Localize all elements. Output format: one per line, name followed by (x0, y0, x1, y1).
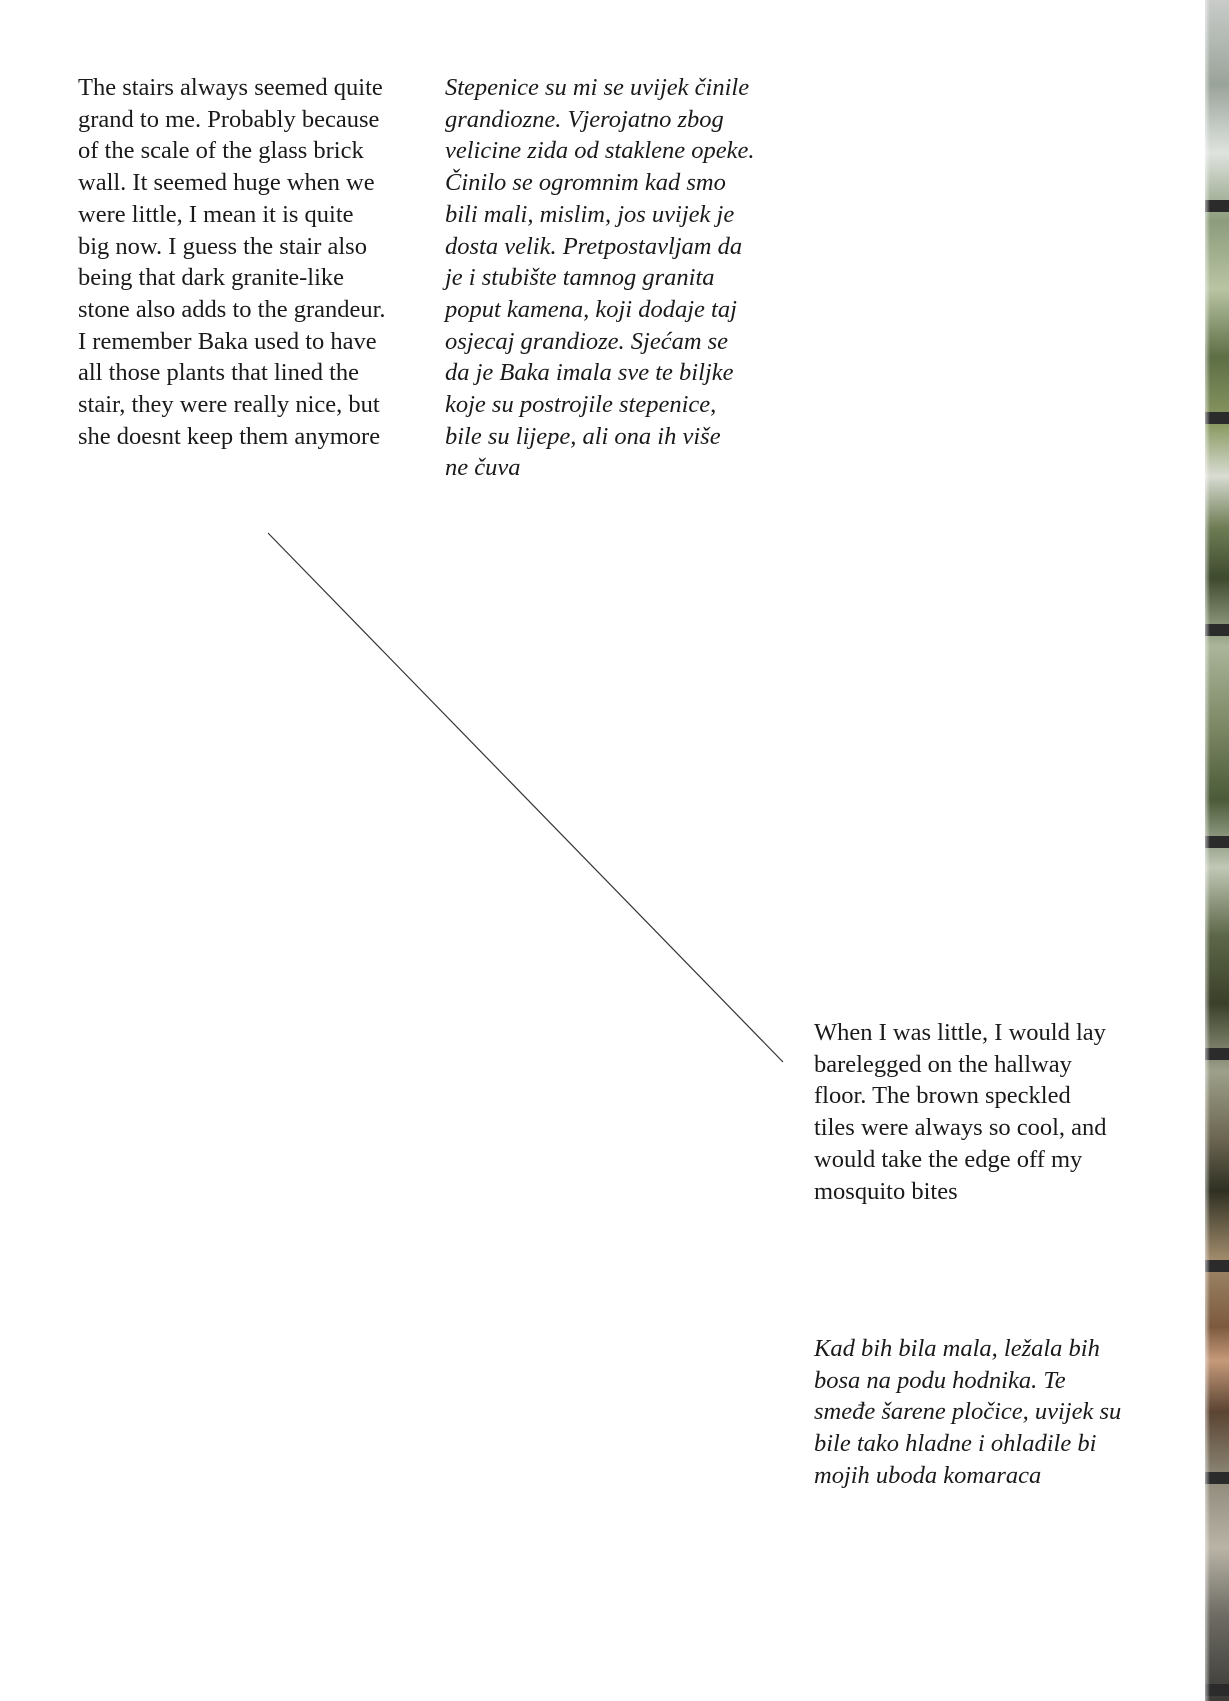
hallway-text-english: When I was little, I would lay barelegged on the hallway floor. The brown speckled tiles were always so cool, and would take the edge off my mosquito bites (814, 1019, 1107, 1205)
stairs-text-croatian: Stepenice su mi se uvijek činile grandiozne. Vjerojatno zbog velicine zida od staklene opeke. Činilo se ogromnim kad smo bili mali, mislim, jos uvijek je dosta velik. Pretpostavljam da je i stubište tamnog granita poput kamena, koji dodaje taj osjecaj grandioze. Sjećam se da je Baka imala sve te biljke koje su postrojile stepenice, bile su lijepe, ali ona ih više ne čuva (445, 74, 755, 482)
diagonal-connector (268, 533, 783, 1062)
stairs-text-english: The stairs always seemed quite grand to me. Probably because of the scale of the glass brick wall. It seemed huge when we were little, I mean it is quite big now. I guess the stair also being that dark granite-like stone also adds to the grandeur. I remember Baka used to have all those plants that lined the stair, they were really nice, but she doesnt keep them anymore (78, 74, 386, 450)
hallway-text-croatian: Kad bih bila mala, ležala bih bosa na podu hodnika. Te smeđe šarene pločice, uvijek su bile tako hladne i ohladile bi mojih uboda komaraca (814, 1335, 1122, 1489)
glass-brick-photo (1205, 0, 1229, 1701)
